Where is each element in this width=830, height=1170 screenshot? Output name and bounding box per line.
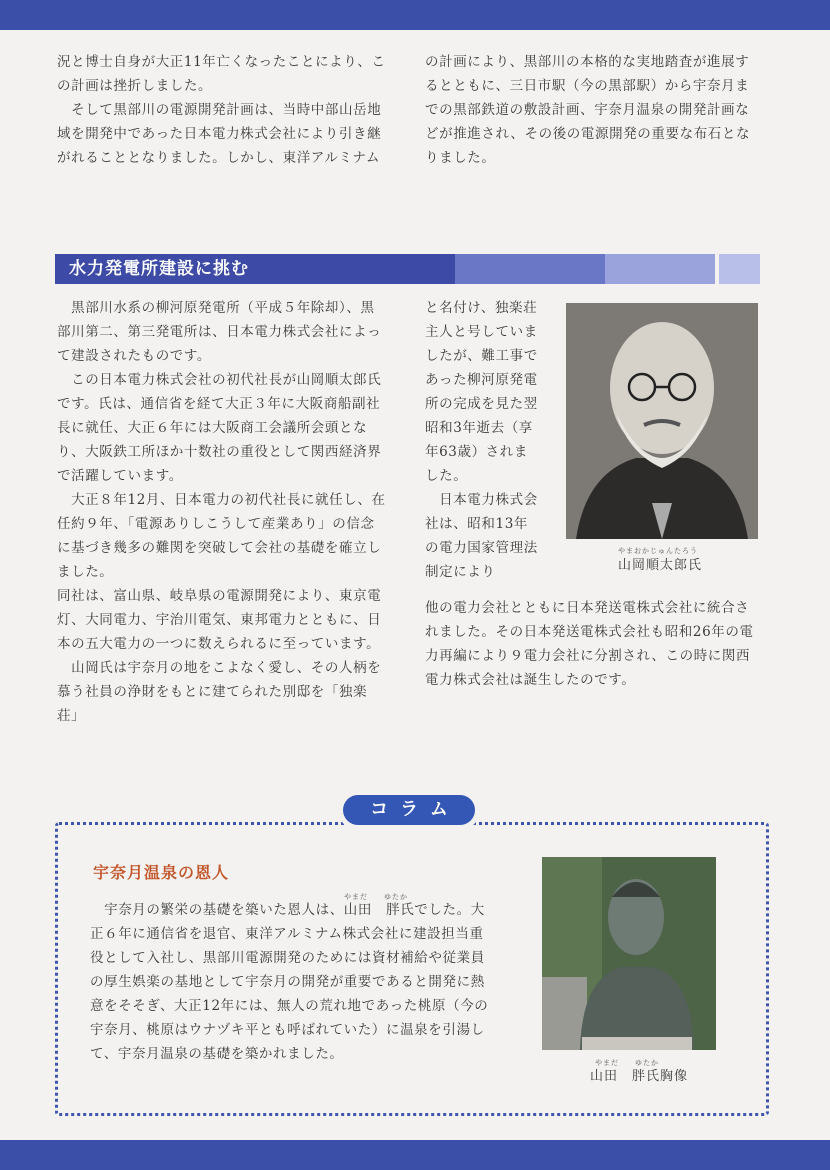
statue-ruby: やまだ ゆたか — [595, 1059, 659, 1067]
intro-left-text: 況と博士自身が大正11年亡くなったことにより、この計画は挫折しました。 そして黒部川の電源開発計画は、当時中部山岳地域を開発中であった日本電力株式会社により引き継がれることとなりました。しかし、東洋アルミナム — [57, 54, 386, 166]
section-mid-text: と名付け、独楽荘主人と号していましたが、難工事であった柳河原発電所の完成を見た翌昭和3年逝去（享年63歳）されました。 日本電力株式会社は、昭和13年の電力国家管理法制定により — [425, 300, 538, 580]
portrait-ruby: やまおかじゅんたろう — [618, 547, 698, 555]
column-title: 宇奈月温泉の恩人 — [93, 863, 230, 882]
statue-photo — [542, 857, 716, 1050]
section-left-text: 黒部川水系の柳河原発電所（平成５年除却）、黒部川第二、第三発電所は、日本電力株式会社によって建設されたものです。 この日本電力株式会社の初代社長が山岡順太郎氏です。氏は、通信省を経て大正３年に大阪商船副社長に就任、大正６年には大阪商工会議所会頭となり、大阪鉄工所ほか十数社の重役として関西経済界で活躍しています。 大正８年12月、日本電力の初代社長に就任し、在任約９年、「電源ありしこうして産業あり」の信念に基づき幾多の難関を突破して会社の基礎を確立しました。 同社は、富山県、岐阜県の電源開発により、東京電灯、大同電力、宇治川電気、東邦電力とともに、日本の五大電力の一つに数えられるに至っています。 山岡氏は宇奈月の地をこよなく愛し、その人柄を慕う社員の浄財をもとに建てられた別邸を「独楽荘」 — [57, 300, 386, 724]
portrait-caption: 山岡順太郎氏 — [618, 558, 703, 573]
bottom-color-bar — [0, 1140, 830, 1170]
column-ruby: やまだ ゆたか — [344, 893, 408, 901]
statue-caption: 山田 胖氏胸像 — [590, 1069, 689, 1084]
intro-right-text: の計画により、黒部川の本格的な実地踏査が進展するとともに、三日市駅（今の黒部駅）から宇奈月までの黒部鉄道の敷設計画、宇奈月温泉の開発計画などが推進され、その後の電源開発の重要な布石となりました。 — [425, 54, 751, 166]
section-bottom-right-text: 他の電力会社とともに日本発送電株式会社に統合されました。その日本発送電株式会社も昭和26年の電力再編により９電力会社に分割され、この時に関西電力株式会社は誕生したのです。 — [425, 600, 754, 688]
portrait-photo — [566, 303, 758, 539]
column-text: 宇奈月の繁栄の基礎を築いた恩人は、山田 胖氏でした。大正６年に通信省を退官、東洋アルミナム株式会社に建設担当重役として入社し、黒部川電源開発のためには資材補給や従業員の厚生娯楽の基地として宇奈月の開発が重要であると開発に熱意をそそぎ、大正12年には、無人の荒れ地であった桃原（今の宇奈月、桃原はウナヅキ平とも呼ばれていた）に温泉を引湯して、宇奈月温泉の基礎を築かれました。 — [90, 902, 489, 1062]
column-tab: コラム — [343, 795, 475, 825]
section-title: 水力発電所建設に挑む — [69, 259, 249, 279]
top-color-bar — [0, 0, 830, 30]
section-heading-bar — [55, 254, 760, 284]
